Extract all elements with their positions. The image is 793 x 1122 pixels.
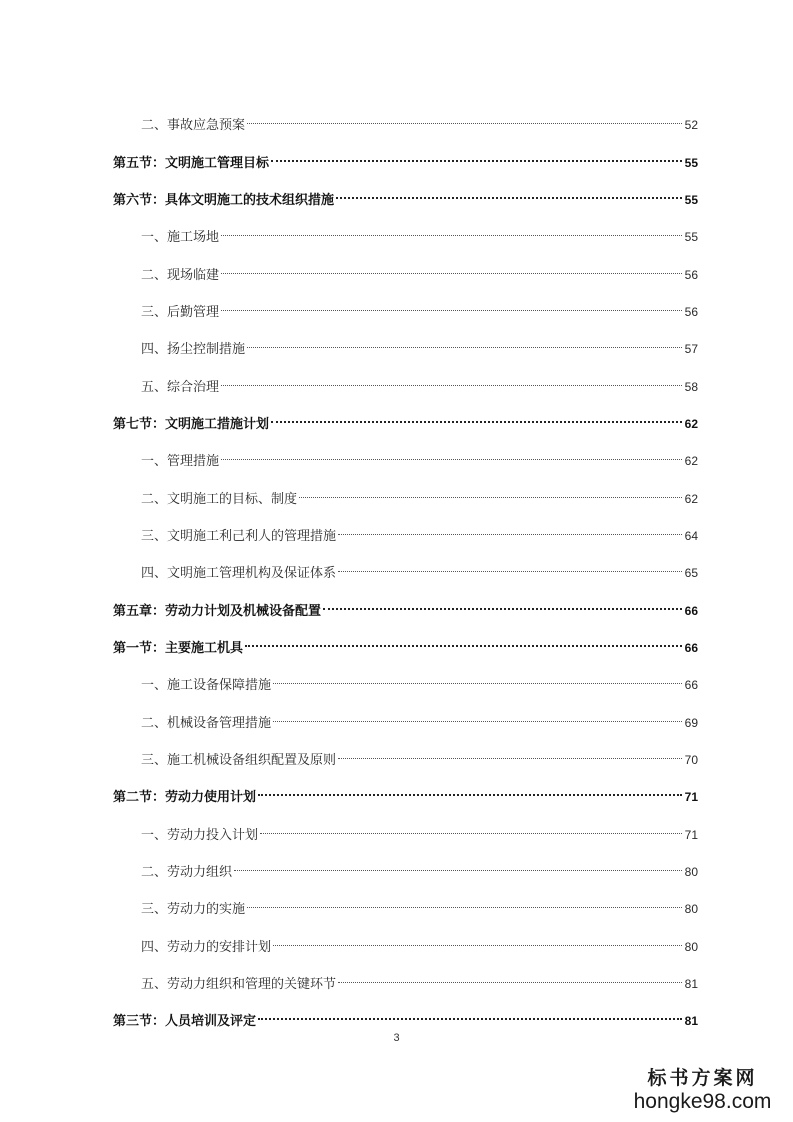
dot-leader — [221, 221, 682, 241]
dot-leader — [273, 669, 682, 689]
toc-entry-title: 第五节：文明施工管理目标 — [113, 156, 270, 171]
dot-leader — [299, 483, 682, 503]
toc-entry-title: 二、现场临建 — [141, 268, 220, 283]
toc-entry-title: 三、劳动力的实施 — [141, 902, 246, 917]
dot-leader — [260, 819, 682, 839]
dot-leader — [271, 408, 682, 428]
toc-entry[interactable] — [141, 744, 698, 768]
toc-entry[interactable] — [141, 557, 698, 581]
toc-entry-page: 57 — [684, 342, 698, 356]
dot-leader — [247, 893, 682, 913]
dot-leader — [273, 931, 682, 951]
toc-entry-page: 62 — [684, 492, 698, 506]
toc-entry[interactable] — [141, 893, 698, 917]
toc-entry[interactable] — [113, 595, 698, 619]
toc-entry[interactable] — [141, 296, 698, 320]
toc-entry-title: 三、施工机械设备组织配置及原则 — [141, 753, 337, 768]
dot-leader — [338, 557, 682, 577]
dot-leader — [221, 296, 682, 316]
toc-entry-title: 二、文明施工的目标、制度 — [141, 492, 298, 507]
toc-entry-title: 二、劳动力组织 — [141, 865, 233, 880]
toc-entry[interactable] — [113, 408, 698, 432]
toc-entry-title: 第七节：文明施工措施计划 — [113, 417, 270, 432]
toc-entry[interactable] — [141, 483, 698, 507]
toc-entry-page: 56 — [684, 268, 698, 282]
dot-leader — [338, 520, 682, 540]
dot-leader — [273, 707, 682, 727]
watermark-url: hongke98.com — [633, 1090, 772, 1113]
toc-entry-title: 第一节：主要施工机具 — [113, 641, 244, 656]
toc-entry-title: 五、劳动力组织和管理的关键环节 — [141, 977, 337, 992]
dot-leader — [323, 595, 682, 615]
toc-entry-page: 69 — [684, 716, 698, 730]
toc-entry-page: 80 — [684, 940, 698, 954]
toc-entry[interactable] — [113, 781, 698, 805]
dot-leader — [258, 781, 682, 801]
toc-entry-title: 二、事故应急预案 — [141, 118, 246, 133]
toc-entry-page: 71 — [684, 828, 698, 842]
toc-entry[interactable] — [113, 147, 698, 171]
page-number: 3 — [393, 1032, 400, 1044]
dot-leader — [338, 744, 682, 764]
toc-entry-title: 四、劳动力的安排计划 — [141, 940, 272, 955]
toc-entry[interactable] — [113, 184, 698, 208]
toc-entry-page: 58 — [684, 380, 698, 394]
toc-entry[interactable] — [141, 707, 698, 731]
toc-entry[interactable] — [141, 259, 698, 283]
toc-entry-page: 62 — [684, 454, 698, 468]
toc-entry-title: 二、机械设备管理措施 — [141, 716, 272, 731]
toc-entry-title: 三、后勤管理 — [141, 305, 220, 320]
toc-entry-page: 66 — [684, 604, 698, 618]
toc-entry-title: 一、施工场地 — [141, 230, 220, 245]
dot-leader — [258, 1005, 682, 1025]
toc-entry-page: 65 — [684, 566, 698, 580]
toc-entry[interactable] — [141, 333, 698, 357]
dot-leader — [245, 632, 682, 652]
toc-entry[interactable] — [113, 1005, 698, 1029]
toc-entry[interactable] — [113, 632, 698, 656]
toc-entry-page: 55 — [684, 156, 698, 170]
toc-entry-title: 第六节：具体文明施工的技术组织措施 — [113, 193, 335, 208]
toc-entry-page: 80 — [684, 902, 698, 916]
toc-entry[interactable] — [141, 669, 698, 693]
toc-entry-title: 五、综合治理 — [141, 380, 220, 395]
toc-entry[interactable] — [141, 856, 698, 880]
toc-entry-page: 80 — [684, 865, 698, 879]
site-watermark — [620, 1066, 785, 1114]
toc-entry-title: 一、施工设备保障措施 — [141, 678, 272, 693]
toc-entry-page: 81 — [684, 1014, 698, 1028]
toc-entry[interactable] — [141, 819, 698, 843]
toc-entry-title: 四、扬尘控制措施 — [141, 342, 246, 357]
toc-entry-page: 55 — [684, 230, 698, 244]
dot-leader — [336, 184, 682, 204]
watermark-name: 标书方案网 — [647, 1067, 758, 1089]
toc-entry-title: 第三节：人员培训及评定 — [113, 1014, 257, 1029]
dot-leader — [271, 147, 682, 167]
dot-leader — [338, 968, 682, 988]
toc-entry-page: 70 — [684, 753, 698, 767]
toc-entry[interactable] — [141, 931, 698, 955]
dot-leader — [221, 371, 682, 391]
toc-entry-title: 四、文明施工管理机构及保证体系 — [141, 566, 337, 581]
dot-leader — [221, 445, 682, 465]
toc-entry-page: 56 — [684, 305, 698, 319]
toc-entry-page: 66 — [684, 641, 698, 655]
toc-entry-page: 81 — [684, 977, 698, 991]
toc-entry[interactable] — [141, 371, 698, 395]
toc-entry[interactable] — [141, 520, 698, 544]
toc-entry-page: 55 — [684, 193, 698, 207]
toc-entry-page: 66 — [684, 678, 698, 692]
dot-leader — [247, 333, 682, 353]
toc-entry-page: 62 — [684, 417, 698, 431]
toc-entry-title: 第五章：劳动力计划及机械设备配置 — [113, 604, 322, 619]
toc-entry-page: 71 — [684, 790, 698, 804]
toc-entry-title: 三、文明施工利己利人的管理措施 — [141, 529, 337, 544]
toc-entry[interactable] — [141, 109, 698, 133]
toc-entry-title: 一、管理措施 — [141, 454, 220, 469]
dot-leader — [221, 259, 682, 279]
toc-entry[interactable] — [141, 445, 698, 469]
toc-entry-title: 第二节：劳动力使用计划 — [113, 790, 257, 805]
toc-entry-page: 52 — [684, 118, 698, 132]
toc-entry[interactable] — [141, 968, 698, 992]
dot-leader — [247, 109, 682, 129]
toc-entry-title: 一、劳动力投入计划 — [141, 828, 259, 843]
toc-entry[interactable] — [141, 221, 698, 245]
toc-entry-page: 64 — [684, 529, 698, 543]
dot-leader — [234, 856, 682, 876]
